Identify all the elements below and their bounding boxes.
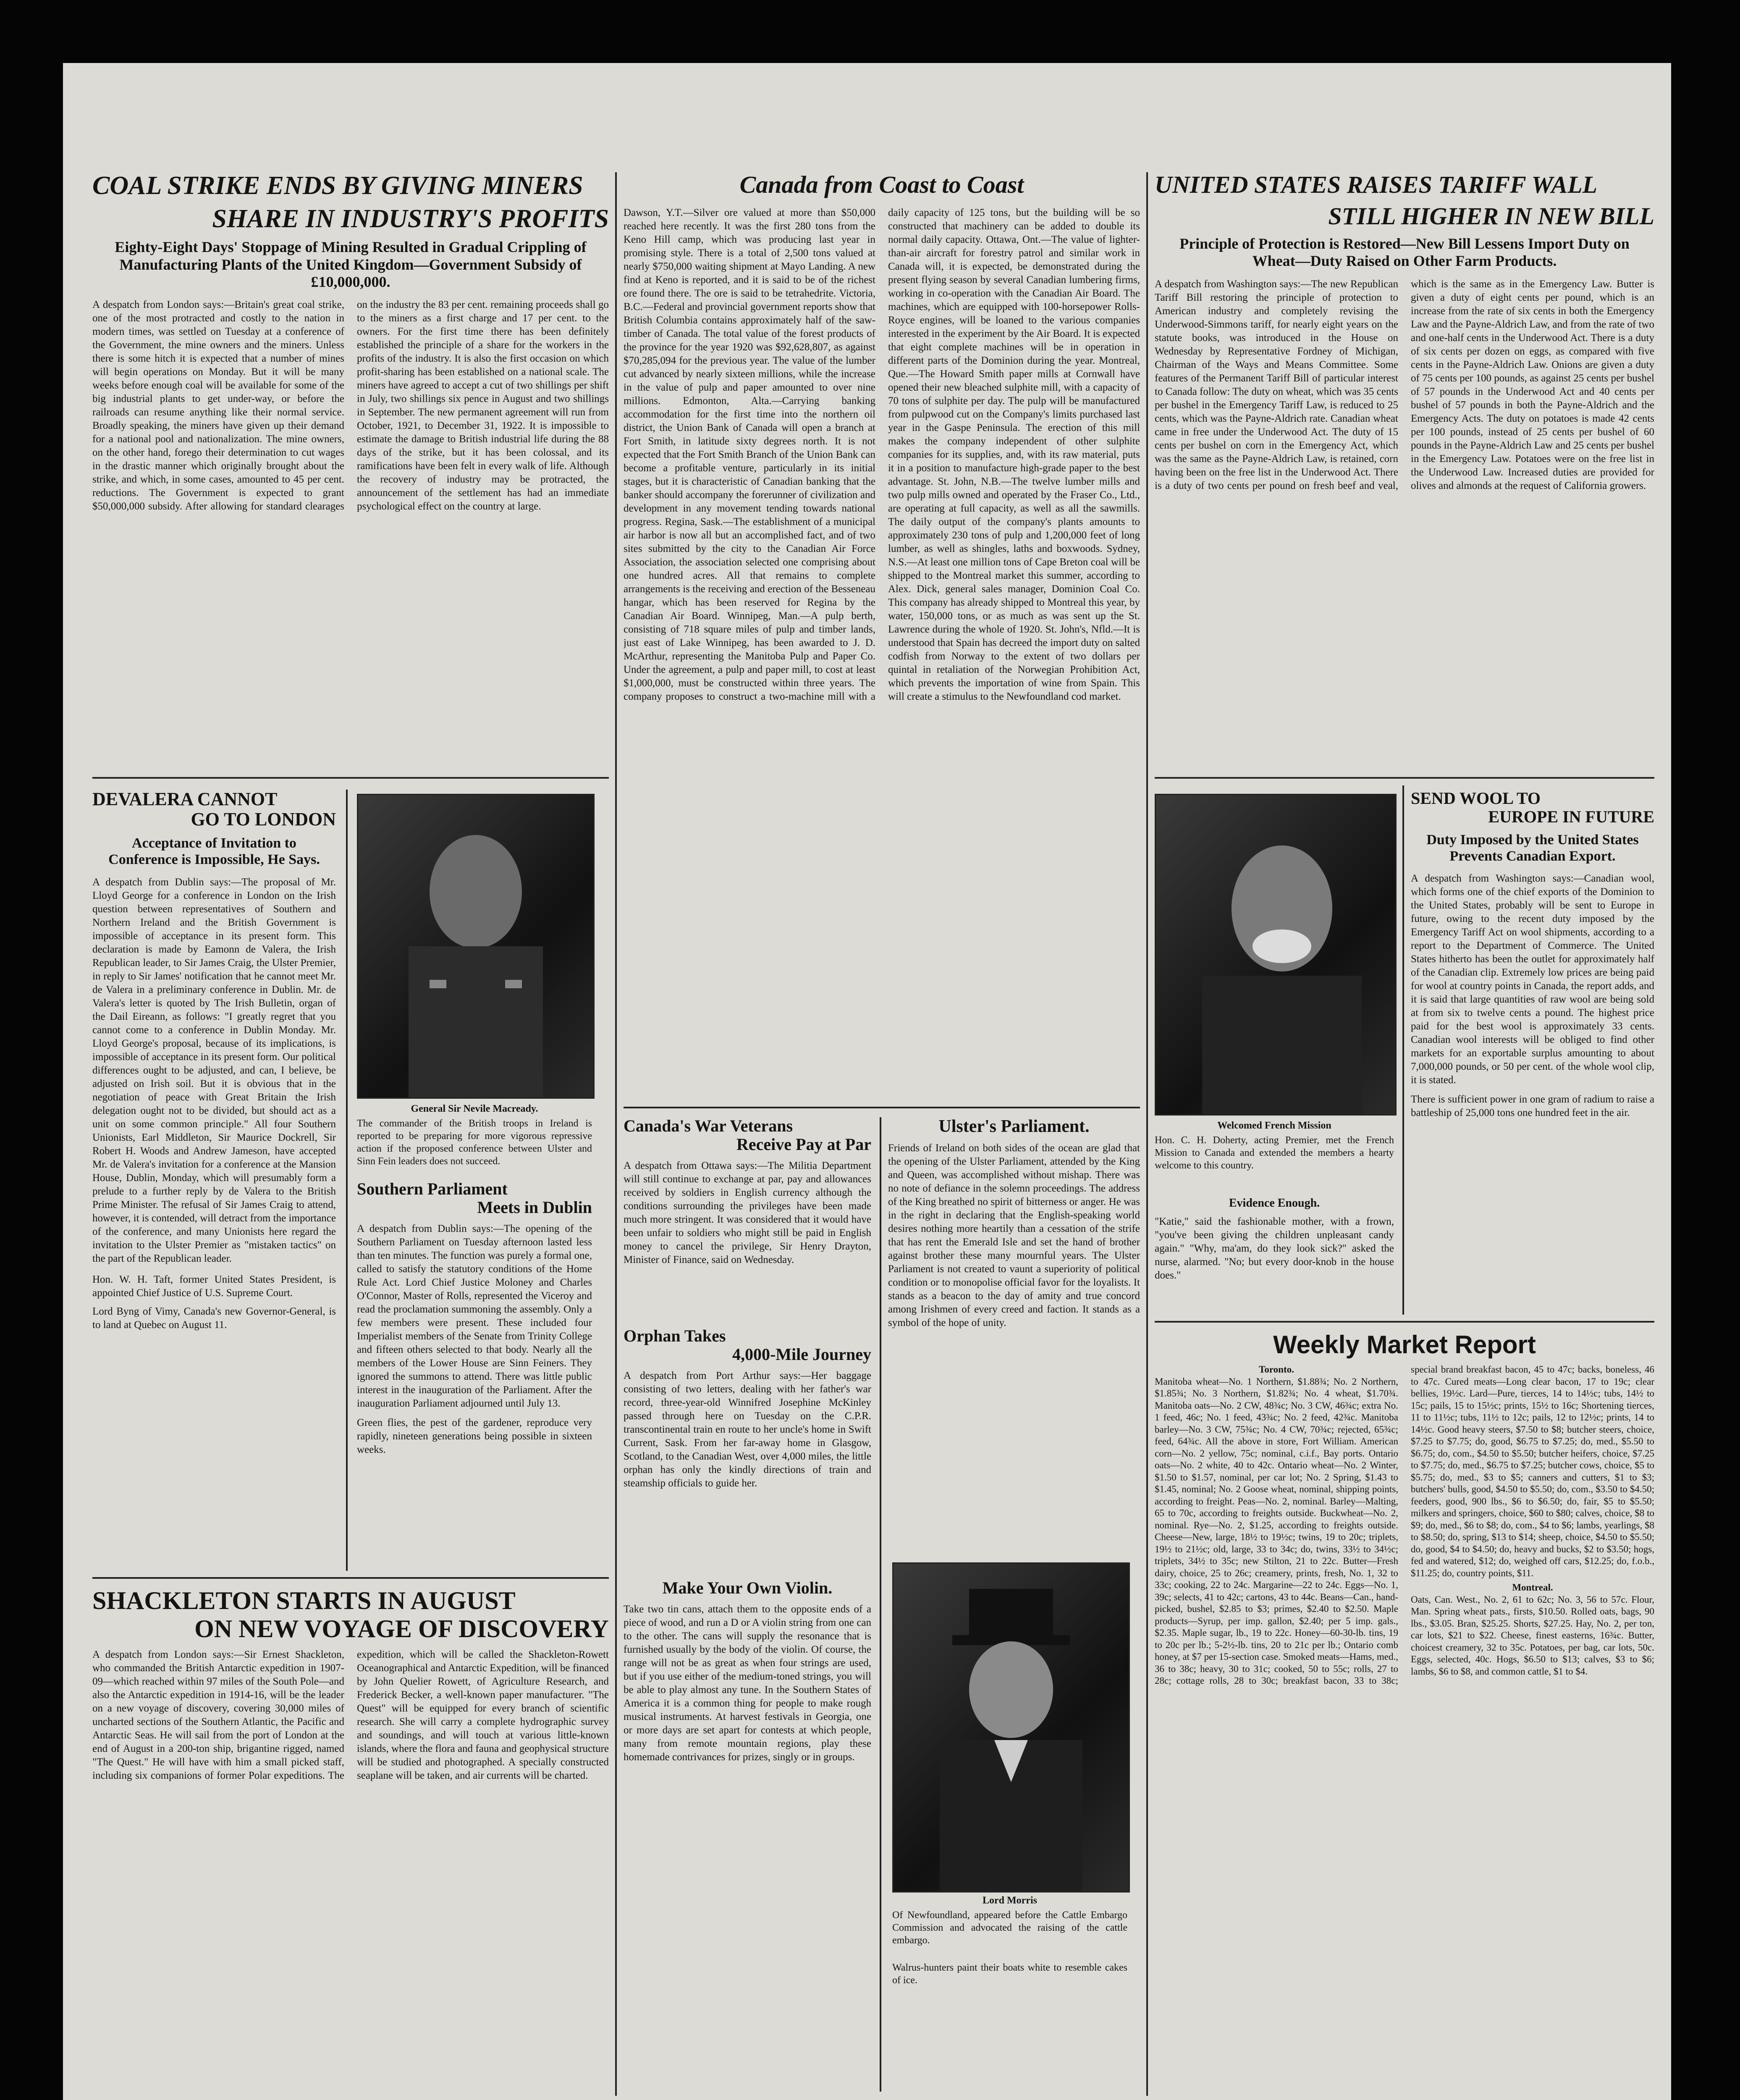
parliament-body: A despatch from Dublin says:—The opening of the Southern Parliament on Tuesday afternoon lasted less than ten minutes. The function was purely a formal one, called to satisfy the statutory conditions of the Home Rule Act. Lord Chief Justice Moloney and Charles O'Connor, Master of Rolls, represented the Viceroy and read the proclamation summoning the assembly. Only a few members were present. These included four Imperialist members of the Senate from Trinity College and fifteen others selected to that body. Nearly all the members of the Lower House are Sinn Feiners. They ignored the summons to attend. There was little public interest in the inauguration of the Parliament. After the inauguration Parliament adjourned until July 13. [357,1223,592,1409]
divider [1155,777,1654,779]
macready-caption: General Sir Nevile Macready. [411,1103,538,1114]
divider [1155,1321,1654,1323]
veterans-headline-2: Receive Pay at Par [736,1135,871,1154]
divider [346,790,348,1571]
column-rule [615,172,617,2096]
market-montreal-body: Oats, Can. West., No. 2, 61 to 62c; No. 3, 56 to 57c. Flour, Man. Spring wheat pats., firsts, $10.50. Rolled oats, bags, 90 lbs., $3.05. Bran, $25.25. Shorts, $27.25. Hay, No. 2, per ton, car lots, $21 to $22. Cheese, finest easterns, 16¾c. Butter, choicest creamery, 32 to 35c. Potatoes, per bag, car lots, 50c. Eggs, selected, 40c. Hogs, $6.50 to $13; calves, $3 to $6; lambs, $6 to $8, and common cattle, $1 to $4. [1411,1594,1654,1677]
divider [1402,785,1404,1315]
evidence-headline: Evidence Enough. [1229,1197,1320,1210]
mission-caption: Welcomed French Mission [1217,1120,1331,1131]
article-evidence-enough [1155,1197,1394,1310]
newspaper-page [63,63,1671,2100]
market-toronto-label: Toronto. [1259,1364,1294,1375]
shackleton-headline-2: ON NEW VOYAGE OF DISCOVERY [194,1615,609,1643]
article-tariff-wall [1155,172,1654,777]
brief-radium: There is sufficient power in one gram of radium to raise a battleship of 25,000 tons one hundred feet in the air. [1411,1094,1654,1119]
wool-deck: Duty Imposed by the United States Prevents Canadian Export. [1426,832,1639,864]
article-ulster-parliament [888,1117,1140,1554]
wool-body: A despatch from Washington says:—Canadian wool, which forms one of the chief exports of the Dominion to the United States, probably will be sent to Europe in future, owing to the recent duty imposed by the Emergency Tariff Act on wool shipments, according to a report to the Department of Commerce. The United States hitherto has been the outlet for approximately half of the Canadian clip. Extremely low prices are being paid for wool at country points in Canada, the report adds, and it is said that large quantities of raw wool are being sold at from six to twelve cents a pound. The highest price paid for the best wool is approximately 33 cents. Canadian wool interests will be obliged to find other markets for an exportable surplus amounting to about 7,000,000 pounds, or 50 per cent. of the whole wool clip, it is stated. [1411,873,1654,1086]
devalera-headline-2: GO TO LONDON [191,809,336,830]
morris-description: Of Newfoundland, appeared before the Cattle Embargo Commission and advocated the raising of the cattle embargo. [892,1910,1127,1946]
divider [624,1107,1140,1108]
tariff-headline-1: UNITED STATES RAISES TARIFF WALL [1155,172,1598,198]
portrait-illustration [1156,795,1395,1114]
orphan-headline-2: 4,000-Mile Journey [732,1345,871,1364]
photo-general-macready [357,794,595,1099]
mission-description: Hon. C. H. Doherty, acting Premier, met the French Mission to Canada and extended the members a hearty welcome to this country. [1155,1135,1394,1171]
market-body [1155,1364,1654,1687]
wool-headline-2: EUROPE IN FUTURE [1488,807,1654,826]
coal-body: A despatch from London says:—Britain's great coal strike, one of the most protracted and costly to the nation in modern times, was settled on Tuesday at a conference of the Government, the mine owners and the miners. Unless there is some hitch it is expected that a number of mines will begin operations on Monday. But it will be many weeks before enough coal will be available for some of the big industrial plants to get under-way, or before the railroads can resume anything like their normal service. Broadly speaking, the miners have given up their demand for a national pool and nationalization. The mine owners, on the other hand, forego their determination to cut wages in the drastic manner which originally brought about the strike, and which, in some cases, amounted to 45 per cent. reductions. The Government is expected to grant $50,000,000 subsidy. After allowing for standard clearages on the industry the 83 per cent. remaining proceeds shall go to the miners as a first charge and 17 per cent. to the owners. For the first time there has been definitely established the principle of a share for the workers in the profits of the industry. It is also the first occasion on which profit-sharing has been established on a national scale. The miners have agreed to accept a cut of two shillings per shift in July, two shillings six pence in August and two shillings in September. The new permanent agreement will run from October, 1921, to December 31, 1922. It is impossible to estimate the damage to British industrial life during the 88 days of the strike, but it has been colossal, and its ramifications have been felt in every walk of life. Although the recovery of industry may be protracted, the announcement of the settlement has had an immediate psychological effect on the country at large. [92,299,609,512]
divider [92,777,609,779]
veterans-headline-1: Canada's War Veterans [624,1117,793,1135]
brief-byng: Lord Byng of Vimy, Canada's new Governor-General, is to land at Quebec on August 11. [92,1305,336,1331]
orphan-headline-1: Orphan Takes [624,1327,726,1345]
article-devalera [92,790,336,1571]
canada-headline: Canada from Coast to Coast [739,172,1024,198]
article-shackleton [92,1588,609,2092]
coal-deck: Eighty-Eight Days' Stoppage of Mining Resulted in Gradual Crippling of Manufacturing Plants of the United Kingdom—Government Subsidy of £10,000,000. [115,239,587,290]
tariff-deck: Principle of Protection is Restored—New Bill Lessens Import Duty on Wheat—Duty Raised on Other Farm Products. [1179,235,1630,270]
parliament-headline-2: Meets in Dublin [477,1198,592,1217]
column-left [92,172,609,2096]
shackleton-body: A despatch from London says:—Sir Ernest Shackleton, who commanded the British Antarctic expedition in 1907-09—which reached within 97 miles of the South Pole—and also the Antarctic expedition in 1914-16, will be the leader on a new voyage of discovery, covering 30,000 miles of uncharted sections of the Southern Atlantic, the Pacific and Antarctic Seas. He will sail from the port of London at the end of August in a 200-ton ship, brigantine rigged, named "The Quest." He will have with him a small picked staff, including six companions of former Polar expeditions. The expedition, which will be called the Shackleton-Rowett Oceanographical and Antarctic Expedition, will be financed by John Quelier Rowett, of Agriculture Research, and Frederick Becker, a well-known paper manufacturer. "The Quest" will be equipped for every branch of scientific research. She will carry a complete hydrographic survey and soundings, and will touch at various little-known islands, where the flora and fauna and geophysical structure will be studied and photographed. A specially constructed seaplane will be taken, and air currents will be charted. [92,1649,609,1781]
ulster-headline: Ulster's Parliament. [938,1117,1090,1136]
violin-body: Take two tin cans, attach them to the opposite ends of a piece of wood, and run a D or A violin string from one can to the other. The cans will supply the resonance that is furnished usually by the body of the violin. Of course, the range will not be as great as when four strings are used, but if you use either of the medium-toned strings, you will be able to play almost any tune. In the Southern States of America it is a common thing for people to make rough musical instruments. At harvest festivals in Georgia, one or more days are set apart for contests at which people, many from remote mountain regions, play these homemade contrivances for prizes, singly or in groups. [624,1604,871,1763]
market-headline: Weekly Market Report [1273,1331,1536,1359]
wool-headline-1: SEND WOOL TO [1411,790,1541,808]
parliament-headline-1: Southern Parliament [357,1180,508,1198]
article-war-veterans [624,1117,871,1319]
article-orphan [624,1327,871,1567]
article-send-wool [1411,790,1654,1315]
brief-taft: Hon. W. H. Taft, former United States President, is appointed Chief Justice of U.S. Supreme Court. [92,1273,336,1299]
macready-description: The commander of the British troops in Ireland is reported to be preparing for more vigorous repressive action if the proposed conference between Ulster and Sinn Fein leaders does not succeed. [357,1118,592,1167]
article-coal-strike [92,172,609,777]
column-right [1155,172,1654,2096]
devalera-deck: Acceptance of Invitation to Conference is Impossible, He Says. [108,835,320,868]
brief-walrus: Walrus-hunters paint their boats white to resemble cakes of ice. [892,1962,1127,1986]
tariff-body: A despatch from Washington says:—The new Republican Tariff Bill restoring the principle of protection to American industry and completely revising the Underwood-Simmons tariff, for nearly eight years on the statute books, was introduced in the House on Wednesday by Representative Fordney of Michigan, Chairman of the Ways and Means Committee. Some features of the Permanent Tariff Bill of particular interest to Canada follow: The duty on wheat, which was 35 cents per bushel in the Emergency Tariff Law, is reduced to 25 cents, which was the Payne-Aldrich rate. Canadian wheat came in free under the Underwood Act. The duty of 15 cents per bushel on corn in the Emergency Act, which was the same as the Payne-Aldrich Law, is retained, corn having been on the free list in the Underwood Act. There is a duty of two cents per pound on fresh beef and veal, which is the same as in the Emergency Law. Butter is given a duty of eight cents per pound, which is an increase from the rate of six cents in both the Emergency Law and the Payne-Aldrich Law, and from the rate of two and one-half cents in the Underwood Act. There is a duty of six cents per dozen on eggs, as compared with five cents in the Payne-Aldrich Law. Onions are given a duty of 75 cents per 100 pounds, as against 25 cents per bushel of 57 pounds in the Underwood Act and 40 cents per bushel of 57 pounds in both the Payne-Aldrich and the Emergency Acts. The duty on potatoes is made 42 cents per 100 pounds, instead of 25 cents per bushel of 60 pounds in the Payne-Aldrich Law and 25 cents per bushel in the Emergency Law. Potatoes were on the free list in the Underwood Law. Increased duties are provided for olives and almonds at the request of California growers. [1155,278,1654,491]
ulster-body: Friends of Ireland on both sides of the ocean are glad that the opening of the Ulster Parliament, attended by the King and Queen, was accomplished without mishap. There was no note of defiance in the solemn proceedings. The address of the King breathed no spirit of bitterness or anger. He was in the right in declaring that the English-speaking world desires nothing more heartily than a cessation of the strife that has rent the Emerald Isle and set the hand of brother against brother these many mournful years. The Ulster Parliament is not created to vaunt a superiority of political condition or to monopolise official favor for the loyalists. It stands as a beacon to the day of amity and true concord among Irishmen of every creed and faction. It stands as a symbol of the hope of unity. [888,1142,1140,1329]
coal-headline-1: COAL STRIKE ENDS BY GIVING MINERS [92,172,583,200]
devalera-body: A despatch from Dublin says:—The proposal of Mr. Lloyd George for a conference in London on the Irish question between representatives of Southern and Northern Ireland and the British Government is impossible of acceptance in its present form. This declaration is made by Eamonn de Valera, the Irish Republican leader, to Sir James Craig, the Ulster Premier, in reply to Sir James' notification that he cannot meet Mr. de Valera in a preliminary conference in Dublin. Mr. de Valera's letter is quoted by The Irish Bulletin, organ of the Dail Eireann, as follows: "I greatly regret that you cannot come to a conference in Dublin Monday. Mr. Lloyd George's proposal, because of its implications, is impossible of acceptance in its present form. Our political differences ought to be adjusted, and can, I believe, be adjusted on Irish soil. But it is obvious that in the negotiation of peace with Great Britain the Irish delegation ought not to be divided, but should act as a unit on some common principle." All four Southern Unionists, Earl Middleton, Sir Maurice Dockrell, Sir Robert H. Woods and Andrew Jameson, have accepted Mr. de Valera's invitation for a conference at the Mansion House, Dublin, Monday, which will presumably form a prelude to a further reply by de Valera to the British Prime Minister. The refusal of Sir James Craig to attend, however, it is contended, will detract from the importance of the conference, and many Unionists here regard the invitation to the Ulster Premier as "mistaken tactics" on the part of the Republican leader. [92,876,336,1264]
portrait-illustration [894,1564,1129,1891]
shackleton-headline-1: SHACKLETON STARTS IN AUGUST [92,1588,516,1614]
canada-body: Dawson, Y.T.—Silver ore valued at more than $50,000 reached here recently. It was the first 280 tons from the Keno Hill camp, which was producing last year in promising style. There is a total of 2,500 tons valued at nearly $750,000 waiting shipment at Mayo Landing. A new find at Keno is reported, and it is said to be of the richest ore found there. The ore is said to be tetrahedrite. Victoria, B.C.—Federal and provincial government reports show that British Columbia contains approximately half of the saw-timber of Canada. The total value of the forest products of the province for the year 1920 was $92,628,807, as against $70,285,094 for the previous year. The value of the lumber cut advanced by nearly sixteen millions, while the increase in the value of pulp and paper amounted to over nine millions. Edmonton, Alta.—Carrying banking accommodation for the first time into the northern oil district, the Union Bank of Canada will open a branch at Fort Smith, in latitude sixty degrees north. It is not expected that the Fort Smith Branch of the Union Bank can become a profitable venture, particularly in its initial stages, but it is characteristic of Canadian banking that the banker should accompany the forerunner of civilization and development in any movement tending towards national progress. Regina, Sask.—The establishment of a municipal air harbor is now all but an accomplished fact, and of two sites submitted by the city to the Canadian Air Force Association, the association selected one comprising about one hundred acres. All that remains to complete arrangements is the receiving and erection of the Besseneau hangar, which has been reserved for Regina by the Canadian Air Board. Winnipeg, Man.—A pulp berth, consisting of 718 square miles of pulp and timber lands, just east of Lake Winnipeg, has been awarded to J. D. McArthur, representing the Manitoba Pulp and Paper Co. Under the agreement, a pulp and paper mill, to cost at least $1,000,000, must be constructed within three years. The company proposes to construct a two-machine mill with a daily capacity of 125 tons, but the building will be so constructed that machinery can be added to double its normal daily capacity. Ottawa, Ont.—The value of lighter-than-air aircraft for forestry patrol and similar work in Canada will, it is expected, be demonstrated during the present flying season by several Canadian lumbering firms, working in co-operation with the Canadian Air Board. The machines, which are equipped with 100-horsepower Rolls-Royce engines, will be loaned to the various companies interested in the experiment by the Air Board. It is expected that eight complete machines will be in operation in different parts of the Dominion during the year. Montreal, Que.—The Howard Smith paper mills at Cornwall have opened their new bleached sulphite mill, with a capacity of 70 tons of sulphite per day. The pulp will be manufactured from pulpwood cut on the Company's limits purchased last year in the Gaspe Peninsula. The erection of this mill makes the company independent of other sulphite companies for its supplies, and, with its raw material, puts it in a position to manufacture high-grade paper to the best advantage. St. John, N.B.—The twelve lumber mills and two pulp mills owned and operated by the Fraser Co., Ltd., are operating at full capacity, as well as all the sawmills. The daily output of the company's plants amounts to approximately 230 tons of pulp and 1,200,000 feet of long lumber, as well as shingles, laths and boxwoods. Sydney, N.S.—At least one million tons of Cape Breton coal will be shipped to the Montreal market this summer, according to Alex. Dick, general sales manager, Dominion Coal Co. This company has already shipped to Montreal this year, by water, 150,000 tons, or as much as was sent up the St. Lawrence during the whole of 1920. St. John's, Nfld.—It is understood that Spain has decreed the import duty on salted codfish from Norway to the extent of two dollars per quintal in retaliation of the Norwegian Prohibition Act, which prevents the importation of wine from Spain. This will create a stimulus to the Newfoundland cod market. [624,207,1140,702]
divider [880,1117,881,2092]
veterans-body: A despatch from Ottawa says:—The Militia Department will still continue to exchange at par, pay and allowances received by soldiers in English currency although the conditions surrounding the privileges have been made much more stringent. It was considered that it would have been unfair to soldiers who might still be paid in English money to cancel the privilege, Sir Henry Drayton, Minister of Finance, said on Wednesday. [624,1160,871,1265]
market-toronto-body: Manitoba wheat—No. 1 Northern, $1.88¾; No. 2 Northern, $1.85¾; No. 3 Northern, $1.82¾; No. 4 wheat, $1.70¾. Manitoba oats—No. 2 CW, 48¾c; No. 3 CW, 46¾c; extra No. 1 feed, 46c; No. 1 feed, 43¾c; No. 2 feed, 42¾c. Manitoba barley—No. 3 CW, 75¾c; No. 4 CW, 70¾c; rejected, 65¾c; feed, 64¾c. All the above in store, Fort William. American corn—No. 2 yellow, 75c; nominal, c.i.f., Bay ports. Ontario oats—No. 2 white, 40 to 42c. Ontario wheat—No. 2 Winter, $1.50 to $1.57, nominal, per car lot; No. 2 Spring, $1.43 to $1.45, nominal; No. 2 Goose wheat, nominal, shipping points, according to freight. Peas—No. 2, nominal. Barley—Malting, 65 to 70c, according to freights outside. Buckwheat—No. 2, nominal. Rye—No. 2, $1.25, according to freights outside. Cheese—New, large, 18½ to 19½c; twins, 19 to 20c; triplets, 19½ to 21½c; old, large, 33 to 34c; do, twins, 33½ to 34½c; triplets, 34½ to 35c; new Stilton, 21 to 22c. Butter—Fresh dairy, choice, 25 to 26c; creamery, prints, fresh, No. 1, 32 to 33c; cooking, 22 to 24c. Margarine—22 to 24c. Eggs—No. 1, 39c; selects, 41 to 42c; cartons, 43 to 44c. Beans—Can., hand-picked, bushel, $2.85 to $3; primes, $2.40 to $2.50. Maple products—Syrup, per imp. gallon, $2.40; per 5 imp. gals., $2.35. Maple sugar, lb., 19 to 22c. Honey—60-30-lb. tins, 19 to 20c per lb.; 5-2½-lb. tins, 20 to 21c per lb.; Ontario comb honey, at $7 per 15-section case. Smoked meats—Hams, med., 36 to 38c; heavy, 30 to 31c; cooked, 50 to 55c; rolls, 27 to 28c; cottage rolls, 28 to 30c; breakfast bacon, 33 to 38c; special brand breakfast bacon, 45 to 47c; backs, boneless, 46 to 47c. Cured meats—Long clear bacon, 17 to 19c; clear bellies, 19½c. Lard—Pure, tierces, 14 to 14½c; tubs, 14½ to 15c; pails, 15 to 15½c; prints, 15½ to 16c; Shortening tierces, 11 to 11½c; tubs, 11½ to 12c; pails, 12 to 12½c; prints, 14 to 14½c. Good heavy steers, $7.50 to $8; butcher steers, choice, $7.25 to $7.75; do, good, $6.75 to $7.25; do, med., $5.50 to $6.75; do, com., $4.50 to $5.50; butcher heifers, choice, $7.25 to $7.75; do, med., $6.75 to $7.25; butcher cows, choice, $5 to $5.75; do, med., $3 to $5; canners and cutters, $1 to $3; butchers' bulls, good, $4.50 to $5.50; do, com., $3.50 to $4.50; feeders, good, 900 lbs., $6 to $6.50; do, fair, $5 to $5.50; milkers and springers, choice, $60 to $80; calves, choice, $8 to $9; do, med., $6 to $8; do, com., $4 to $6; lambs, yearlings, $8 to $8.50; do, spring, $13 to $14; sheep, choice, $4.50 to $5.50; do, good, $4 to $4.50; do, heavy and bucks, $2 to $3.50; hogs, fed and watered, $12; do, weighed off cars, $12.25; do, f.o.b., $11.25; do, country points, $11. [1155,1364,1654,1686]
article-canada-coast-to-coast [624,172,1140,1100]
article-southern-parliament [357,1180,592,1571]
morris-caption: Lord Morris [983,1895,1037,1906]
evidence-body: "Katie," said the fashionable mother, with a frown, "you've been giving the children unpleasant candy again." "Why, ma'am, do they look sick?" asked the nurse, alarmed. "No; but every door-knob in the house does." [1155,1216,1394,1281]
portrait-illustration [358,795,593,1097]
devalera-headline-1: DEVALERA CANNOT [92,790,278,809]
orphan-body: A despatch from Port Arthur says:—Her baggage consisting of two letters, dealing with her father's war record, three-year-old Winnifred Josephine McKinley passed through here on Tuesday on the C.P.R. transcontinental train en route to her uncle's home in Swift Current, Sask. From her far-away home in Glasgow, Scotland, to the Canadian West, over 4,000 miles, the little orphan has only the kindly directions of train and steamship officials to guide her. [624,1370,871,1489]
column-rule [1146,172,1148,2096]
brief-green-flies: Green flies, the pest of the gardener, reproduce very rapidly, nineteen generations being possible in sixteen weeks. [357,1417,592,1455]
tariff-headline-2: STILL HIGHER IN NEW BILL [1328,202,1654,230]
article-weekly-market-report [1155,1331,1654,2096]
market-montreal-label: Montreal. [1512,1582,1553,1593]
photo-lord-morris [892,1562,1130,1893]
photo-french-mission [1155,794,1397,1116]
column-middle [624,172,1140,2096]
violin-headline: Make Your Own Violin. [662,1579,833,1597]
coal-headline-2: SHARE IN INDUSTRY'S PROFITS [212,205,609,234]
article-violin [624,1579,871,2041]
divider [92,1577,609,1579]
